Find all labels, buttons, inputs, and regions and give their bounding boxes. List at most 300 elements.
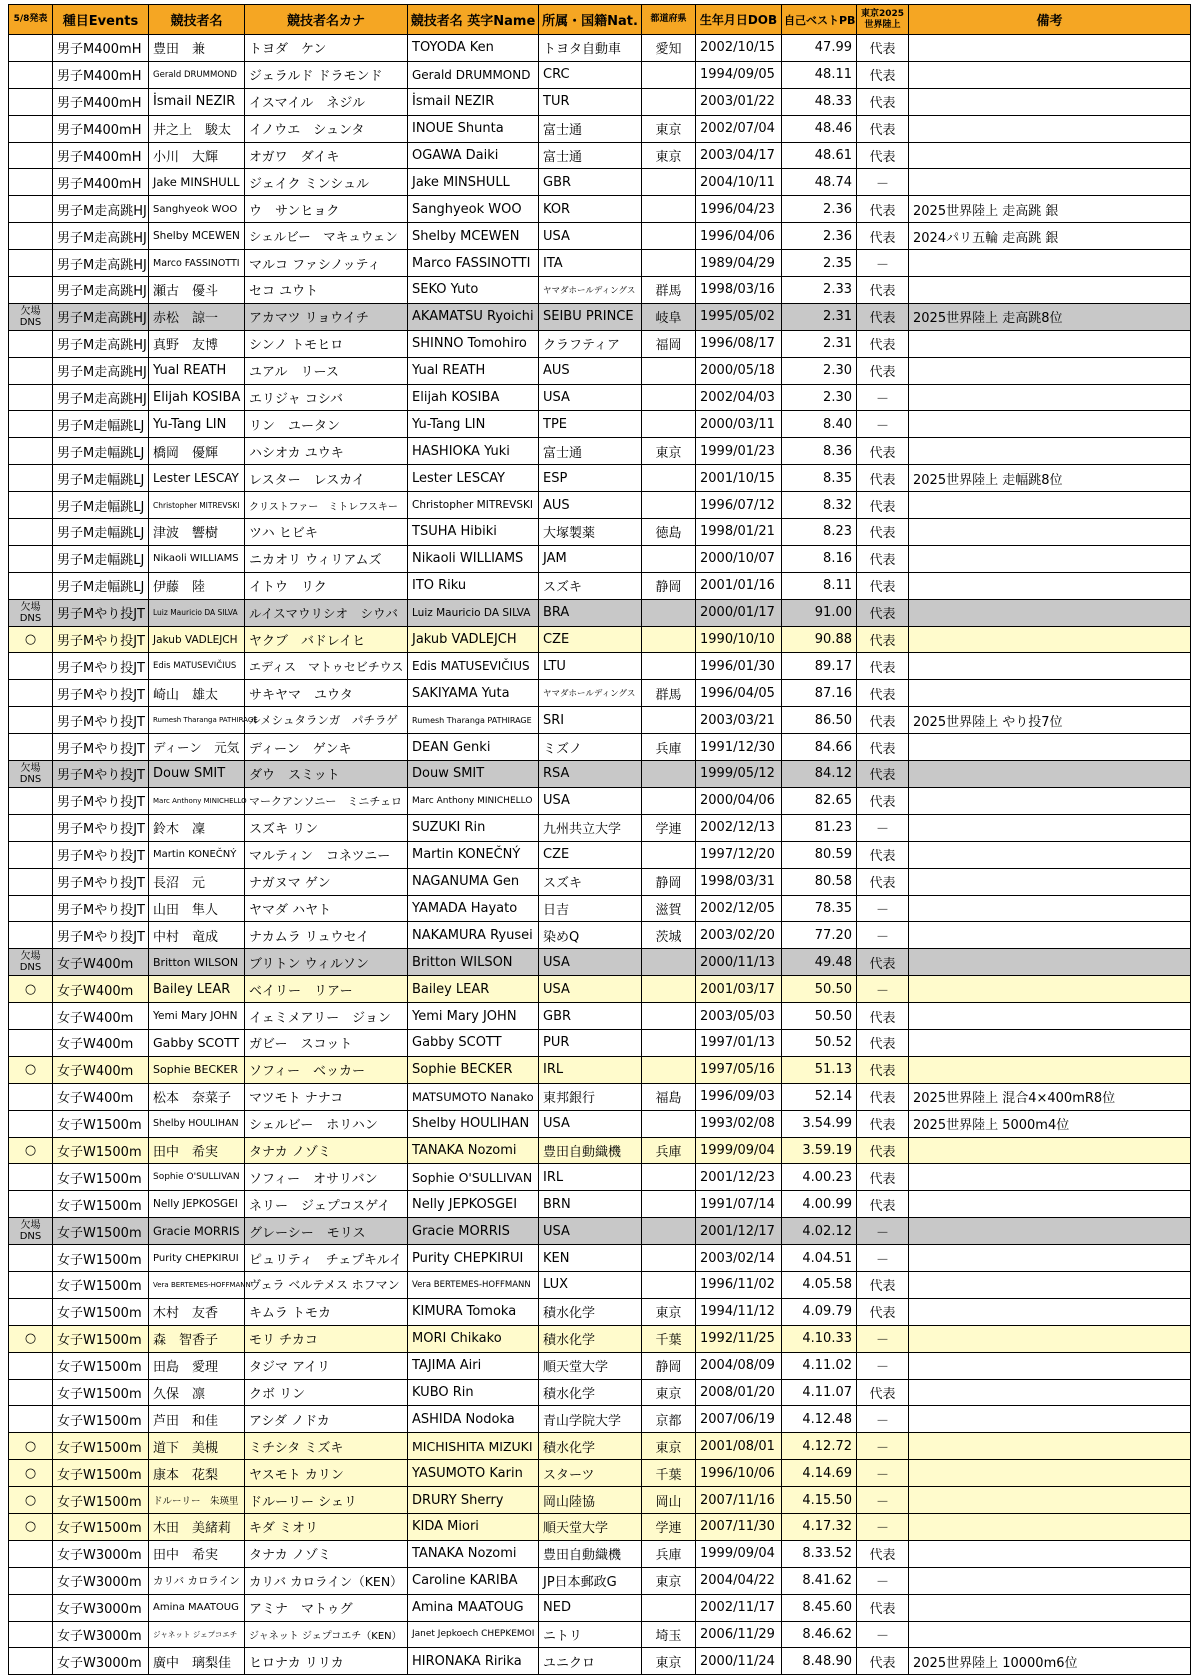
english-name-cell: KIMURA Tomoka bbox=[408, 1298, 539, 1325]
team-cell: AUS bbox=[539, 357, 642, 384]
tokyo2025-cell: － bbox=[857, 1433, 909, 1460]
name-cell: カリバ カロライン bbox=[149, 1567, 245, 1594]
event-cell: 女子W1500m bbox=[53, 1460, 149, 1487]
team-cell: スズキ bbox=[539, 572, 642, 599]
prefecture-cell: 愛知 bbox=[642, 35, 696, 62]
notes-cell bbox=[909, 1137, 1191, 1164]
pb-cell: 51.13 bbox=[782, 1056, 857, 1083]
dob-cell: 2002/12/13 bbox=[696, 814, 782, 841]
header-kana: 競技者名カナ bbox=[245, 5, 408, 35]
notes-cell bbox=[909, 142, 1191, 169]
tokyo2025-cell: － bbox=[857, 1460, 909, 1487]
notes-cell bbox=[909, 1164, 1191, 1191]
status-cell bbox=[9, 787, 53, 814]
table-row bbox=[9, 976, 1191, 1003]
table-row bbox=[9, 949, 1191, 976]
status-cell bbox=[9, 519, 53, 546]
kana-cell: クボ リン bbox=[245, 1379, 408, 1406]
name-cell: Martin KONEČNÝ bbox=[149, 841, 245, 868]
kana-cell: ヤクブ バドレイヒ bbox=[245, 626, 408, 653]
name-cell: 山田 隼人 bbox=[149, 895, 245, 922]
header-english: 競技者名 英字Name bbox=[408, 5, 539, 35]
header-name: 競技者名 bbox=[149, 5, 245, 35]
english-name-cell: MICHISHITA MIZUKI bbox=[408, 1433, 539, 1460]
tokyo2025-cell: 代表 bbox=[857, 223, 909, 250]
status-cell bbox=[9, 1594, 53, 1621]
tokyo2025-cell: 代表 bbox=[857, 841, 909, 868]
dob-cell: 1997/01/13 bbox=[696, 1029, 782, 1056]
name-cell: Gabby SCOTT bbox=[149, 1029, 245, 1056]
table-row bbox=[9, 196, 1191, 223]
dob-cell: 2003/02/14 bbox=[696, 1245, 782, 1272]
dob-cell: 1994/09/05 bbox=[696, 61, 782, 88]
pb-cell: 4.12.72 bbox=[782, 1433, 857, 1460]
event-cell: 女子W1500m bbox=[53, 1433, 149, 1460]
prefecture-cell bbox=[642, 1218, 696, 1245]
prefecture-cell bbox=[642, 1003, 696, 1030]
tokyo2025-cell: 代表 bbox=[857, 787, 909, 814]
dob-cell: 2003/03/21 bbox=[696, 707, 782, 734]
prefecture-cell bbox=[642, 411, 696, 438]
prefecture-cell: 茨城 bbox=[642, 922, 696, 949]
name-cell: 赤松 諒一 bbox=[149, 303, 245, 330]
kana-cell: ネリー ジェプコスゲイ bbox=[245, 1191, 408, 1218]
status-cell bbox=[9, 707, 53, 734]
dob-cell: 2003/01/22 bbox=[696, 88, 782, 115]
english-name-cell: DEAN Genki bbox=[408, 734, 539, 761]
notes-cell: 2025世界陸上 やり投7位 bbox=[909, 707, 1191, 734]
team-cell: 富士通 bbox=[539, 142, 642, 169]
name-cell: Sophie O'SULLIVAN bbox=[149, 1164, 245, 1191]
status-cell: ○ bbox=[9, 626, 53, 653]
english-name-cell: MATSUMOTO Nanako bbox=[408, 1083, 539, 1110]
notes-cell bbox=[909, 1325, 1191, 1352]
event-cell: 男子M走高跳HJ bbox=[53, 196, 149, 223]
event-cell: 女子W400m bbox=[53, 976, 149, 1003]
pb-cell: 8.41.62 bbox=[782, 1567, 857, 1594]
team-cell: LTU bbox=[539, 653, 642, 680]
english-name-cell: Marc Anthony MINICHELLO bbox=[408, 787, 539, 814]
english-name-cell: Britton WILSON bbox=[408, 949, 539, 976]
name-cell: 瀬古 優斗 bbox=[149, 277, 245, 304]
kana-cell: ナガヌマ ゲン bbox=[245, 868, 408, 895]
english-name-cell: Sanghyeok WOO bbox=[408, 196, 539, 223]
prefecture-cell: 学連 bbox=[642, 1513, 696, 1540]
event-cell: 男子M走幅跳LJ bbox=[53, 519, 149, 546]
pb-cell: 49.48 bbox=[782, 949, 857, 976]
event-cell: 男子Mやり投JT bbox=[53, 707, 149, 734]
name-cell: Bailey LEAR bbox=[149, 976, 245, 1003]
pb-cell: 81.23 bbox=[782, 814, 857, 841]
event-cell: 男子M400mH bbox=[53, 35, 149, 62]
english-name-cell: Gerald DRUMMOND bbox=[408, 61, 539, 88]
prefecture-cell: 福島 bbox=[642, 1083, 696, 1110]
kana-cell: ミチシタ ミズキ bbox=[245, 1433, 408, 1460]
tokyo2025-cell: － bbox=[857, 1325, 909, 1352]
status-cell: ○ bbox=[9, 1460, 53, 1487]
team-cell: スターツ bbox=[539, 1460, 642, 1487]
dob-cell: 2003/02/20 bbox=[696, 922, 782, 949]
dob-cell: 1999/01/23 bbox=[696, 438, 782, 465]
tokyo2025-cell: － bbox=[857, 1218, 909, 1245]
pb-cell: 78.35 bbox=[782, 895, 857, 922]
prefecture-cell: 東京 bbox=[642, 115, 696, 142]
name-cell: 伊藤 陸 bbox=[149, 572, 245, 599]
tokyo2025-cell: 代表 bbox=[857, 1594, 909, 1621]
prefecture-cell: 兵庫 bbox=[642, 1137, 696, 1164]
name-cell: ジャネット ジェプコエチ bbox=[149, 1621, 245, 1648]
kana-cell: ガビー スコット bbox=[245, 1029, 408, 1056]
pb-cell: 3.59.19 bbox=[782, 1137, 857, 1164]
tokyo2025-cell: 代表 bbox=[857, 88, 909, 115]
kana-cell: セコ ユウト bbox=[245, 277, 408, 304]
pb-cell: 50.50 bbox=[782, 1003, 857, 1030]
dob-cell: 1991/12/30 bbox=[696, 734, 782, 761]
pb-cell: 86.50 bbox=[782, 707, 857, 734]
table-row bbox=[9, 572, 1191, 599]
prefecture-cell bbox=[642, 169, 696, 196]
name-cell: İsmail NEZIR bbox=[149, 88, 245, 115]
notes-cell bbox=[909, 572, 1191, 599]
dob-cell: 2000/04/06 bbox=[696, 787, 782, 814]
table-row bbox=[9, 1352, 1191, 1379]
prefecture-cell: 東京 bbox=[642, 1648, 696, 1675]
status-cell bbox=[9, 1540, 53, 1567]
dob-cell: 2007/11/16 bbox=[696, 1487, 782, 1514]
team-cell: GBR bbox=[539, 169, 642, 196]
pb-cell: 2.36 bbox=[782, 223, 857, 250]
table-row bbox=[9, 1406, 1191, 1433]
notes-cell bbox=[909, 949, 1191, 976]
team-cell: AUS bbox=[539, 492, 642, 519]
pb-cell: 4.04.51 bbox=[782, 1245, 857, 1272]
table-row bbox=[9, 438, 1191, 465]
tokyo2025-cell: 代表 bbox=[857, 1271, 909, 1298]
dob-cell: 1996/01/30 bbox=[696, 653, 782, 680]
english-name-cell: Shelby HOULIHAN bbox=[408, 1110, 539, 1137]
team-cell: IRL bbox=[539, 1056, 642, 1083]
english-name-cell: Caroline KARIBA bbox=[408, 1567, 539, 1594]
prefecture-cell: 東京 bbox=[642, 1379, 696, 1406]
status-cell bbox=[9, 868, 53, 895]
english-name-cell: Amina MAATOUG bbox=[408, 1594, 539, 1621]
name-cell: 鈴木 凜 bbox=[149, 814, 245, 841]
english-name-cell: YAMADA Hayato bbox=[408, 895, 539, 922]
pb-cell: 48.46 bbox=[782, 115, 857, 142]
tokyo2025-cell: 代表 bbox=[857, 492, 909, 519]
event-cell: 男子Mやり投JT bbox=[53, 653, 149, 680]
notes-cell bbox=[909, 976, 1191, 1003]
event-cell: 女子W400m bbox=[53, 1003, 149, 1030]
pb-cell: 48.33 bbox=[782, 88, 857, 115]
kana-cell: エディス マトゥセビチウス bbox=[245, 653, 408, 680]
team-cell: ミズノ bbox=[539, 734, 642, 761]
event-cell: 男子M400mH bbox=[53, 142, 149, 169]
table-row bbox=[9, 1191, 1191, 1218]
notes-cell bbox=[909, 1594, 1191, 1621]
notes-cell bbox=[909, 1003, 1191, 1030]
kana-cell: ツハ ヒビキ bbox=[245, 519, 408, 546]
prefecture-cell: 静岡 bbox=[642, 1352, 696, 1379]
team-cell: 豊田自動織機 bbox=[539, 1540, 642, 1567]
english-name-cell: TSUHA Hibiki bbox=[408, 519, 539, 546]
notes-cell bbox=[909, 1621, 1191, 1648]
notes-cell bbox=[909, 1352, 1191, 1379]
name-cell: 小川 大輝 bbox=[149, 142, 245, 169]
prefecture-cell: 兵庫 bbox=[642, 1540, 696, 1567]
prefecture-cell bbox=[642, 841, 696, 868]
team-cell: USA bbox=[539, 384, 642, 411]
kana-cell: キダ ミオリ bbox=[245, 1513, 408, 1540]
notes-cell bbox=[909, 61, 1191, 88]
table-row bbox=[9, 599, 1191, 626]
status-cell bbox=[9, 1164, 53, 1191]
english-name-cell: Jake MINSHULL bbox=[408, 169, 539, 196]
notes-cell bbox=[909, 1298, 1191, 1325]
team-cell: CZE bbox=[539, 626, 642, 653]
table-row bbox=[9, 787, 1191, 814]
dob-cell: 2002/07/04 bbox=[696, 115, 782, 142]
english-name-cell: Christopher MITREVSKI bbox=[408, 492, 539, 519]
status-cell bbox=[9, 169, 53, 196]
table-row bbox=[9, 841, 1191, 868]
name-cell: Marc Anthony MINICHELLO bbox=[149, 787, 245, 814]
tokyo2025-cell: － bbox=[857, 1487, 909, 1514]
status-cell bbox=[9, 88, 53, 115]
prefecture-cell bbox=[642, 61, 696, 88]
event-cell: 男子M走高跳HJ bbox=[53, 384, 149, 411]
table-row bbox=[9, 411, 1191, 438]
notes-cell: 2025世界陸上 走高跳 銀 bbox=[909, 196, 1191, 223]
notes-cell bbox=[909, 653, 1191, 680]
tokyo2025-cell: － bbox=[857, 1406, 909, 1433]
dob-cell: 2002/11/17 bbox=[696, 1594, 782, 1621]
status-cell bbox=[9, 115, 53, 142]
tokyo2025-cell: 代表 bbox=[857, 1003, 909, 1030]
team-cell: 青山学院大学 bbox=[539, 1406, 642, 1433]
notes-cell bbox=[909, 1029, 1191, 1056]
pb-cell: 47.99 bbox=[782, 35, 857, 62]
name-cell: Christopher MITREVSKI bbox=[149, 492, 245, 519]
dob-cell: 1997/12/20 bbox=[696, 841, 782, 868]
table-row bbox=[9, 1325, 1191, 1352]
kana-cell: マルティン コネツニー bbox=[245, 841, 408, 868]
english-name-cell: SUZUKI Rin bbox=[408, 814, 539, 841]
notes-cell bbox=[909, 357, 1191, 384]
team-cell: USA bbox=[539, 223, 642, 250]
pb-cell: 90.88 bbox=[782, 626, 857, 653]
pb-cell: 4.10.33 bbox=[782, 1325, 857, 1352]
team-cell: SEIBU PRINCE bbox=[539, 303, 642, 330]
kana-cell: ダウ スミット bbox=[245, 761, 408, 788]
english-name-cell: Gabby SCOTT bbox=[408, 1029, 539, 1056]
table-row bbox=[9, 1433, 1191, 1460]
prefecture-cell bbox=[642, 1029, 696, 1056]
notes-cell bbox=[909, 680, 1191, 707]
name-cell: 豊田 兼 bbox=[149, 35, 245, 62]
name-cell: Luiz Mauricio DA SILVA bbox=[149, 599, 245, 626]
table-row bbox=[9, 303, 1191, 330]
table-row bbox=[9, 88, 1191, 115]
tokyo2025-cell: 代表 bbox=[857, 761, 909, 788]
team-cell: ESP bbox=[539, 465, 642, 492]
notes-cell bbox=[909, 250, 1191, 277]
dob-cell: 1989/04/29 bbox=[696, 250, 782, 277]
team-cell: BRN bbox=[539, 1191, 642, 1218]
kana-cell: シェルビー ホリハン bbox=[245, 1110, 408, 1137]
pb-cell: 4.09.79 bbox=[782, 1298, 857, 1325]
pb-cell: 84.12 bbox=[782, 761, 857, 788]
tokyo2025-cell: － bbox=[857, 169, 909, 196]
prefecture-cell bbox=[642, 949, 696, 976]
english-name-cell: Janet Jepkoech CHEPKEMOI bbox=[408, 1621, 539, 1648]
team-cell: USA bbox=[539, 1218, 642, 1245]
header-event: 種目Events bbox=[53, 5, 149, 35]
notes-cell bbox=[909, 330, 1191, 357]
dob-cell: 2001/08/01 bbox=[696, 1433, 782, 1460]
pb-cell: 8.36 bbox=[782, 438, 857, 465]
team-cell: 積水化学 bbox=[539, 1325, 642, 1352]
name-cell: Sophie BECKER bbox=[149, 1056, 245, 1083]
table-row bbox=[9, 761, 1191, 788]
pb-cell: 50.52 bbox=[782, 1029, 857, 1056]
table-row bbox=[9, 922, 1191, 949]
pb-cell: 2.30 bbox=[782, 384, 857, 411]
team-cell: NED bbox=[539, 1594, 642, 1621]
dob-cell: 1996/09/03 bbox=[696, 1083, 782, 1110]
prefecture-cell: 学連 bbox=[642, 814, 696, 841]
dob-cell: 2000/10/07 bbox=[696, 545, 782, 572]
team-cell: 順天堂大学 bbox=[539, 1352, 642, 1379]
notes-cell bbox=[909, 1513, 1191, 1540]
event-cell: 男子M400mH bbox=[53, 88, 149, 115]
pb-cell: 2.36 bbox=[782, 196, 857, 223]
notes-cell bbox=[909, 1433, 1191, 1460]
english-name-cell: Vera BERTEMES-HOFFMANN bbox=[408, 1271, 539, 1298]
status-cell bbox=[9, 680, 53, 707]
notes-cell bbox=[909, 1191, 1191, 1218]
name-cell: Douw SMIT bbox=[149, 761, 245, 788]
english-name-cell: SEKO Yuto bbox=[408, 277, 539, 304]
dob-cell: 1998/03/31 bbox=[696, 868, 782, 895]
team-cell: CZE bbox=[539, 841, 642, 868]
status-cell bbox=[9, 1110, 53, 1137]
notes-cell bbox=[909, 411, 1191, 438]
status-cell bbox=[9, 1621, 53, 1648]
kana-cell: レスター レスカイ bbox=[245, 465, 408, 492]
dob-cell: 2008/01/20 bbox=[696, 1379, 782, 1406]
tokyo2025-cell: 代表 bbox=[857, 1648, 909, 1675]
pb-cell: 4.11.02 bbox=[782, 1352, 857, 1379]
name-cell: 橋岡 優輝 bbox=[149, 438, 245, 465]
english-name-cell: Luiz Mauricio DA SILVA bbox=[408, 599, 539, 626]
status-cell: 欠場 DNS bbox=[9, 599, 53, 626]
tokyo2025-cell: 代表 bbox=[857, 653, 909, 680]
name-cell: Jake MINSHULL bbox=[149, 169, 245, 196]
team-cell: USA bbox=[539, 787, 642, 814]
english-name-cell: Bailey LEAR bbox=[408, 976, 539, 1003]
tokyo2025-cell: 代表 bbox=[857, 1083, 909, 1110]
status-cell bbox=[9, 330, 53, 357]
kana-cell: ディーン ゲンキ bbox=[245, 734, 408, 761]
prefecture-cell: 兵庫 bbox=[642, 734, 696, 761]
english-name-cell: Shelby MCEWEN bbox=[408, 223, 539, 250]
tokyo2025-cell: 代表 bbox=[857, 465, 909, 492]
name-cell: Rumesh Tharanga PATHIRAGE bbox=[149, 707, 245, 734]
prefecture-cell: 徳島 bbox=[642, 519, 696, 546]
kana-cell: マークアンソニー ミニチェロ bbox=[245, 787, 408, 814]
dob-cell: 1996/07/12 bbox=[696, 492, 782, 519]
notes-cell bbox=[909, 599, 1191, 626]
table-row bbox=[9, 1245, 1191, 1272]
kana-cell: グレーシー モリス bbox=[245, 1218, 408, 1245]
tokyo2025-cell: 代表 bbox=[857, 196, 909, 223]
notes-cell bbox=[909, 895, 1191, 922]
pb-cell: 4.05.58 bbox=[782, 1271, 857, 1298]
pb-cell: 2.33 bbox=[782, 277, 857, 304]
status-cell bbox=[9, 1298, 53, 1325]
dob-cell: 2001/12/17 bbox=[696, 1218, 782, 1245]
name-cell: Shelby HOULIHAN bbox=[149, 1110, 245, 1137]
prefecture-cell: 東京 bbox=[642, 1298, 696, 1325]
dob-cell: 1999/09/04 bbox=[696, 1540, 782, 1567]
notes-cell bbox=[909, 1218, 1191, 1245]
dob-cell: 2002/04/03 bbox=[696, 384, 782, 411]
event-cell: 女子W3000m bbox=[53, 1648, 149, 1675]
prefecture-cell: 東京 bbox=[642, 1567, 696, 1594]
tokyo2025-cell: 代表 bbox=[857, 680, 909, 707]
dob-cell: 2001/12/23 bbox=[696, 1164, 782, 1191]
kana-cell: ルイスマウリシオ シウバ bbox=[245, 599, 408, 626]
status-cell: ○ bbox=[9, 1513, 53, 1540]
kana-cell: カリバ カロライン（KEN） bbox=[245, 1567, 408, 1594]
team-cell: ヤマダホールディングス bbox=[539, 680, 642, 707]
status-cell bbox=[9, 277, 53, 304]
event-cell: 男子M400mH bbox=[53, 61, 149, 88]
english-name-cell: DRURY Sherry bbox=[408, 1487, 539, 1514]
pb-cell: 8.32 bbox=[782, 492, 857, 519]
event-cell: 女子W1500m bbox=[53, 1406, 149, 1433]
header-dob: 生年月日DOB bbox=[696, 5, 782, 35]
name-cell: Gracie MORRIS bbox=[149, 1218, 245, 1245]
tokyo2025-cell: 代表 bbox=[857, 61, 909, 88]
notes-cell: 2025世界陸上 混合4×400mR8位 bbox=[909, 1083, 1191, 1110]
event-cell: 男子M走高跳HJ bbox=[53, 330, 149, 357]
pb-cell: 48.11 bbox=[782, 61, 857, 88]
english-name-cell: Nikaoli WILLIAMS bbox=[408, 545, 539, 572]
team-cell: クラフティア bbox=[539, 330, 642, 357]
table-row bbox=[9, 1379, 1191, 1406]
name-cell: 木田 美緒莉 bbox=[149, 1513, 245, 1540]
name-cell: Sanghyeok WOO bbox=[149, 196, 245, 223]
tokyo2025-cell: 代表 bbox=[857, 1110, 909, 1137]
dob-cell: 2001/01/16 bbox=[696, 572, 782, 599]
table-row bbox=[9, 1218, 1191, 1245]
tokyo2025-cell: 代表 bbox=[857, 1056, 909, 1083]
pb-cell: 2.30 bbox=[782, 357, 857, 384]
kana-cell: ナカムラ リュウセイ bbox=[245, 922, 408, 949]
notes-cell bbox=[909, 761, 1191, 788]
name-cell: 道下 美槻 bbox=[149, 1433, 245, 1460]
prefecture-cell bbox=[642, 1271, 696, 1298]
tokyo2025-cell: － bbox=[857, 922, 909, 949]
notes-cell bbox=[909, 1245, 1191, 1272]
event-cell: 女子W1500m bbox=[53, 1379, 149, 1406]
pb-cell: 4.00.99 bbox=[782, 1191, 857, 1218]
table-row bbox=[9, 1137, 1191, 1164]
name-cell: Nikaoli WILLIAMS bbox=[149, 545, 245, 572]
team-cell: IRL bbox=[539, 1164, 642, 1191]
